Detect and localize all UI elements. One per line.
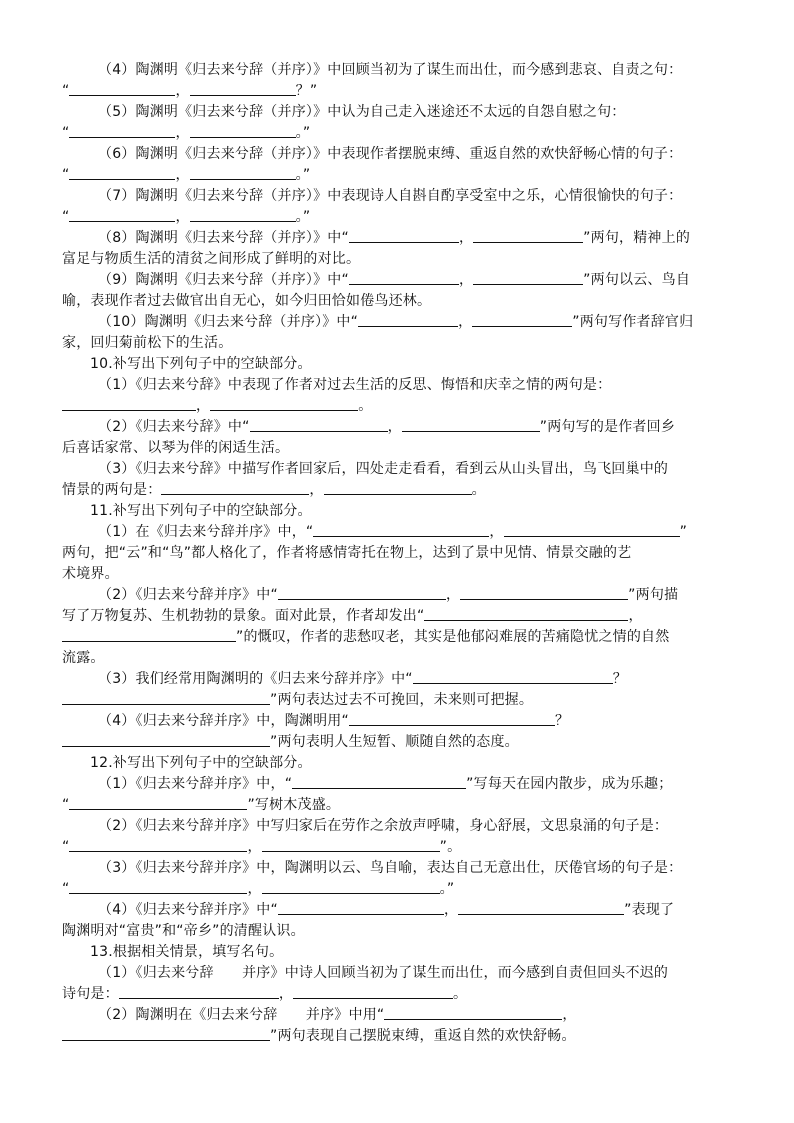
prompt-text: （2）《归去来兮辞》中“	[98, 419, 250, 435]
answer-blank[interactable]	[190, 123, 296, 138]
close-quote: ”。	[439, 839, 462, 855]
answer-blank[interactable]	[262, 837, 440, 852]
s13-item2-prompt	[98, 1005, 736, 1026]
s12-item2-answer-line	[62, 837, 736, 858]
s12-item1-continuation	[62, 795, 736, 816]
answer-blank[interactable]	[69, 123, 175, 138]
prompt-text: （2）《归去来兮辞并序》中“	[98, 587, 278, 603]
prompt-text: ”两句描	[628, 587, 679, 603]
open-quote: “	[62, 167, 70, 183]
s11-item3-continuation	[62, 690, 736, 711]
answer-blank[interactable]	[190, 81, 296, 96]
s11-item2-continuation: 流露。	[62, 650, 105, 666]
answer-blank[interactable]	[62, 690, 270, 705]
s11-item1-continuation: 两句，把“云”和“鸟”都人格化了，作者将感情寄托在物上，达到了景中见情、情景交融的艺	[62, 545, 632, 561]
prompt-text: ”两句表明人生短暂、顺随自然的态度。	[270, 734, 519, 750]
s12-item4-continuation: 陶渊明对“富贵”和“帝乡”的清醒认识。	[62, 923, 305, 939]
question-mark: ？	[554, 713, 570, 729]
q7-answer-line	[62, 207, 736, 228]
answer-blank[interactable]	[69, 165, 175, 180]
open-quote: “	[62, 83, 70, 99]
open-quote: “	[62, 881, 70, 897]
q4-prompt: （4）陶渊明《归去来兮辞（并序）》中回顾当初为了谋生而出仕，而今感到悲哀、自责之句：	[98, 62, 683, 78]
prompt-text: ”两句表现自己摆脱束缚，重返自然的欢快舒畅。	[270, 1028, 576, 1044]
q10-continuation: 家，回归菊前松下的生活。	[62, 335, 233, 351]
prompt-text: （1）《归去来兮辞并序》中，“	[98, 776, 293, 792]
q10-prompt	[98, 312, 736, 333]
q8-prompt	[98, 228, 736, 249]
comma: ，	[278, 986, 294, 1002]
close-quote: 。”	[295, 167, 311, 183]
prompt-text: （10）陶渊明《归去来兮辞（并序）》中“	[98, 314, 359, 330]
prompt-text: ”两句写的是作者回乡	[539, 419, 676, 435]
s11-item2-continuation	[62, 627, 736, 648]
q5-prompt: （5）陶渊明《归去来兮辞（并序）》中认为自己走入迷途还不太远的自怨自慰之句：	[98, 104, 626, 120]
answer-blank[interactable]	[473, 228, 583, 243]
s10-item2-continuation: 后喜话家常、以琴为伴的闲适生活。	[62, 440, 290, 456]
s12-item3-answer-line	[62, 879, 736, 900]
comma: ，	[247, 881, 262, 897]
answer-blank[interactable]	[69, 795, 247, 810]
q8-continuation: 富足与物质生活的清贫之间形成了鲜明的对比。	[62, 251, 361, 267]
answer-blank[interactable]	[62, 627, 236, 642]
prompt-text: 写了万物复苏、生机勃勃的景象。面对此景，作者却发出“	[62, 608, 425, 624]
answer-blank[interactable]	[69, 837, 247, 852]
comma: ，	[458, 272, 474, 288]
answer-blank[interactable]	[349, 228, 459, 243]
answer-blank[interactable]	[460, 585, 628, 600]
s12-item4-prompt	[98, 900, 736, 921]
answer-blank[interactable]	[62, 732, 270, 747]
s11-item1-prompt	[98, 522, 736, 543]
answer-blank[interactable]	[161, 480, 309, 495]
answer-blank[interactable]	[402, 417, 540, 432]
answer-blank[interactable]	[473, 270, 583, 285]
comma: ，	[175, 83, 190, 99]
s13-item2-continuation	[62, 1026, 736, 1047]
s11-item2-continuation	[62, 606, 736, 627]
open-quote: “	[62, 125, 70, 141]
prompt-text: （2）陶渊明在《归去来兮辞 并序》中用“	[98, 1007, 385, 1023]
close-quote: ”	[679, 524, 688, 540]
s13-item1-prompt: （1）《归去来兮辞 并序》中诗人回顾当初为了谋生而出仕，而今感到自责但回头不迟的	[98, 965, 669, 981]
answer-blank[interactable]	[278, 585, 446, 600]
open-quote: “	[62, 797, 70, 813]
s11-item4-continuation	[62, 732, 736, 753]
close-quote: 。”	[295, 125, 311, 141]
answer-blank[interactable]	[293, 984, 453, 999]
open-quote: “	[62, 839, 70, 855]
s12-item3-prompt: （3）《归去来兮辞并序》中，陶渊明以云、鸟自喻，表达自己无意出仕，厌倦官场的句子是：	[98, 860, 683, 876]
close-quote: 。”	[439, 881, 455, 897]
answer-blank[interactable]	[190, 207, 296, 222]
q4-answer-line	[62, 81, 736, 102]
s11-item3-prompt	[98, 669, 736, 690]
comma: ，	[443, 902, 459, 918]
answer-blank[interactable]	[69, 879, 247, 894]
s13-item1-answer-line	[62, 984, 736, 1005]
comma: ，	[175, 167, 190, 183]
q7-prompt: （7）陶渊明《归去来兮辞（并序）》中表现诗人自斟自酌享受室中之乐，心情很愉快的句子：	[98, 188, 683, 204]
answer-blank[interactable]	[278, 900, 444, 915]
answer-blank[interactable]	[210, 396, 358, 411]
comma: ，	[309, 482, 324, 498]
answer-blank[interactable]	[413, 669, 613, 684]
answer-blank[interactable]	[250, 417, 388, 432]
prompt-text: ”写每天在园内散步，成为乐趣；	[466, 776, 673, 792]
prompt-text: （4）《归去来兮辞并序》中“	[98, 902, 278, 918]
answer-blank[interactable]	[69, 81, 175, 96]
prompt-text: （3）我们经常用陶渊明的《归去来兮辞并序》中“	[98, 671, 413, 687]
answer-blank[interactable]	[324, 480, 472, 495]
q9-continuation: 喻，表现作者过去做官出自无心，如今归田恰如倦鸟还林。	[62, 293, 432, 309]
answer-blank[interactable]	[69, 207, 175, 222]
prompt-text: ”表现了	[624, 902, 675, 918]
comma: ，	[628, 608, 643, 624]
comma: ，	[489, 524, 504, 540]
section-13-title: 13.根据相关情景，填写名句。	[90, 944, 284, 960]
prompt-text: （1）在《归去来兮辞并序》中，“	[98, 524, 314, 540]
close-quote: 。”	[295, 209, 311, 225]
q6-answer-line	[62, 165, 736, 186]
answer-blank[interactable]	[62, 1026, 270, 1041]
s10-item3-answer-line	[62, 480, 736, 501]
comma: ，	[562, 1007, 577, 1023]
comma: ，	[458, 314, 473, 330]
s11-item1-continuation: 术境界。	[62, 566, 119, 582]
answer-blank[interactable]	[504, 522, 680, 537]
prompt-text: （9）陶渊明《归去来兮辞（并序）》中“	[98, 272, 349, 288]
s10-item2-prompt	[98, 417, 736, 438]
comma: ，	[175, 209, 190, 225]
answer-blank[interactable]	[458, 900, 624, 915]
answer-blank[interactable]	[472, 312, 572, 327]
prompt-text: ”两句表达过去不可挽回，未来则可把握。	[270, 692, 534, 708]
section-12-title: 12.补写出下列句子中的空缺部分。	[90, 755, 312, 771]
answer-blank[interactable]	[313, 522, 489, 537]
comma: ，	[247, 839, 262, 855]
q9-prompt	[98, 270, 736, 291]
s11-item4-prompt	[98, 711, 736, 732]
period: 。	[453, 986, 468, 1002]
answer-blank[interactable]	[292, 774, 466, 789]
s10-item1-prompt: （1）《归去来兮辞》中表现了作者对过去生活的反思、悔悟和庆幸之情的两句是：	[98, 377, 612, 393]
answer-blank[interactable]	[349, 270, 459, 285]
prompt-text: ”两句写作者辞官归	[572, 314, 694, 330]
prompt-text: （8）陶渊明《归去来兮辞（并序）》中“	[98, 230, 349, 246]
comma: ，	[458, 230, 474, 246]
answer-blank[interactable]	[262, 879, 440, 894]
close-quote: ？”	[295, 83, 318, 99]
s11-item2-prompt	[98, 585, 736, 606]
s12-item1-prompt	[98, 774, 736, 795]
comma: ，	[175, 125, 190, 141]
prompt-text: ”两句，精神上的	[583, 230, 691, 246]
comma: ，	[387, 419, 402, 435]
answer-blank[interactable]	[62, 396, 196, 411]
answer-blank[interactable]	[358, 312, 458, 327]
answer-blank[interactable]	[349, 711, 555, 726]
answer-blank[interactable]	[384, 1005, 562, 1020]
question-mark: ？	[612, 671, 627, 687]
s10-item1-answer-line	[62, 396, 736, 417]
open-quote: “	[62, 209, 70, 225]
prompt-text: ”写树木茂盛。	[247, 797, 341, 813]
prompt-text: ”两句以云、鸟自	[583, 272, 691, 288]
section-11-title: 11.补写出下列句子中的空缺部分。	[90, 503, 312, 519]
comma: ，	[196, 398, 211, 414]
answer-blank[interactable]	[424, 606, 628, 621]
comma: ，	[445, 587, 461, 603]
answer-blank[interactable]	[190, 165, 296, 180]
section-10-title: 10.补写出下列句子中的空缺部分。	[90, 356, 312, 372]
prompt-text: 诗句是：	[62, 986, 119, 1002]
prompt-text: ”的慨叹，作者的悲愁叹老，其实是他郁闷难展的苦痛隐忧之情的自然	[236, 629, 670, 645]
s12-item2-prompt: （2）《归去来兮辞并序》中写归家后在劳作之余放声呼啸，身心舒展，文思泉涌的句子是：	[98, 818, 669, 834]
prompt-text: （4）《归去来兮辞并序》中，陶渊明用“	[98, 713, 349, 729]
s10-item3-prompt: （3）《归去来兮辞》中描写作者回家后，四处走走看看，看到云从山头冒出，鸟飞回巢中的	[98, 461, 669, 477]
q5-answer-line	[62, 123, 736, 144]
prompt-text: 情景的两句是：	[62, 482, 162, 498]
q6-prompt: （6）陶渊明《归去来兮辞（并序）》中表现作者摆脱束缚、重返自然的欢快舒畅心情的句子：	[98, 146, 683, 162]
period: 。	[471, 482, 486, 498]
period: 。	[358, 398, 373, 414]
answer-blank[interactable]	[119, 984, 279, 999]
